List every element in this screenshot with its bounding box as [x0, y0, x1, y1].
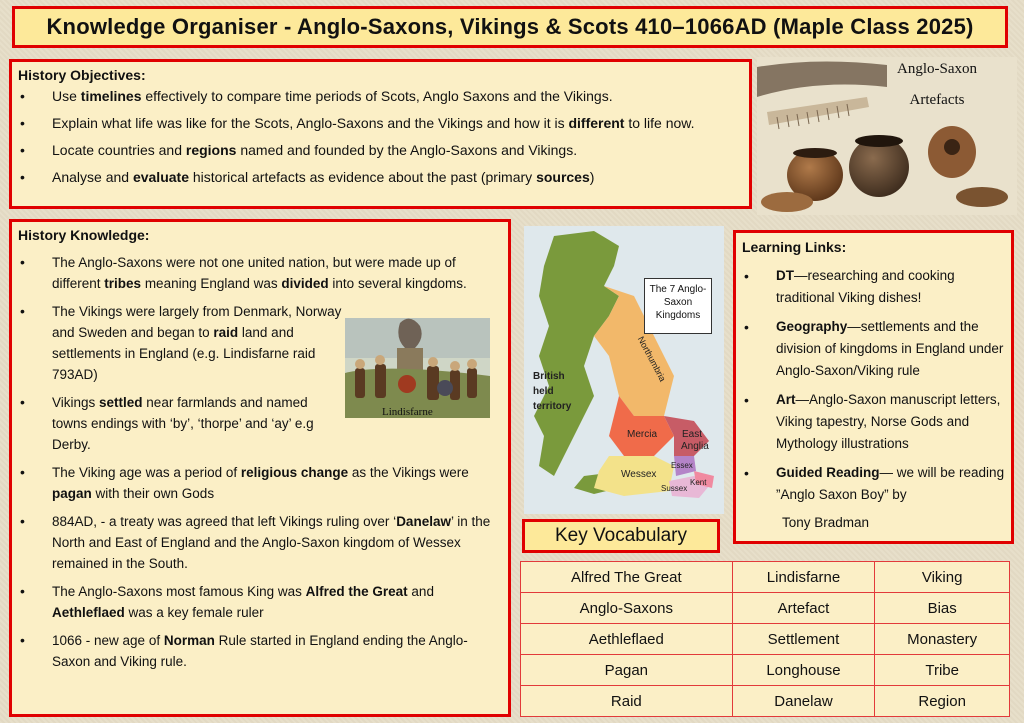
table-row — [521, 624, 1010, 655]
vocab-cell: Lindisfarne — [732, 562, 875, 593]
knowledge-item: • Vikings settled near farmlands and named towns endings with ‘by’, ‘thorpe’ and ‘ay’ e.g Derby. — [18, 392, 502, 455]
objective-item: • Locate countries and regions named and founded by the Anglo-Saxons and Vikings. — [18, 142, 743, 158]
knowledge-item: • The Viking age was a period of religious change as the Vikings were pagan with their own Gods — [18, 462, 502, 504]
objective-item: • Analyse and evaluate historical artefacts as evidence about the past (primary sources) — [18, 169, 743, 185]
key-vocabulary-title: Key Vocabulary — [522, 519, 720, 553]
vocab-cell: Viking — [875, 562, 1010, 593]
map-label-british-3: territory — [533, 401, 572, 412]
knowledge-item: • The Anglo-Saxons were not one united nation, but were made up of different tribes meaning England was divided into several kingdoms. — [18, 252, 502, 294]
map-label-kent: Kent — [690, 478, 707, 487]
artefacts-label-line1: Anglo-Saxon — [897, 61, 977, 77]
history-knowledge-panel — [9, 219, 511, 717]
objectives-heading: History Objectives: — [18, 67, 146, 83]
knowledge-heading: History Knowledge: — [18, 227, 150, 243]
map-label-sussex: Sussex — [661, 484, 688, 493]
map-label-anglia: Anglia — [681, 441, 709, 452]
links-heading: Learning Links: — [742, 239, 847, 255]
link-item: • DT—researching and cooking traditional Viking dishes! — [742, 265, 1005, 309]
vocab-cell: Bias — [875, 593, 1010, 624]
artefacts-illustration — [757, 57, 1017, 215]
map-label-northumbria: Northumbria — [635, 334, 668, 384]
history-objectives-panel — [9, 59, 752, 209]
vocab-cell: Alfred The Great — [521, 562, 733, 593]
vocab-cell: Longhouse — [732, 655, 875, 686]
lindisfarne-caption: Lindisfarne — [382, 406, 433, 418]
link-item: • Geography—settlements and the division of kingdoms in England under Anglo-Saxon/Viking rule — [742, 316, 1005, 382]
anglo-saxon-kingdoms-map — [524, 226, 724, 514]
objective-item: • Explain what life was like for the Scots, Anglo-Saxons and the Vikings and how it is different to life now. — [18, 115, 743, 131]
link-item: • Guided Reading— we will be reading ”Anglo Saxon Boy” by — [742, 462, 1005, 506]
artefacts-label-line2: Artefacts — [909, 92, 965, 108]
map-label-british-2: held — [533, 386, 554, 397]
map-label-british-1: British — [533, 371, 565, 382]
lindisfarne-illustration — [345, 318, 490, 418]
vocab-cell: Anglo-Saxons — [521, 593, 733, 624]
anglo-saxon-artefacts-image — [757, 57, 1017, 215]
table-row — [521, 593, 1010, 624]
vocab-cell: Aethleflaed — [521, 624, 733, 655]
lindisfarne-raid-image — [345, 318, 490, 418]
map-label-mercia: Mercia — [627, 429, 658, 440]
table-row — [521, 655, 1010, 686]
vocab-cell: Monastery — [875, 624, 1010, 655]
learning-links-panel — [733, 230, 1014, 544]
knowledge-item: • 1066 - new age of Norman Rule started in England ending the Anglo-Saxon and Viking rule. — [18, 630, 502, 672]
knowledge-item: • The Anglo-Saxons most famous King was Alfred the Great and Aethleflaed was a key female ruler — [18, 581, 502, 623]
map-label-wessex: Wessex — [621, 469, 657, 480]
objective-item: • Use timelines effectively to compare time periods of Scots, Anglo Saxons and the Vikings. — [18, 88, 743, 104]
link-item-continued: Tony Bradman — [782, 515, 870, 530]
map-callout-box: The 7 Anglo- Saxon Kingdoms — [644, 278, 712, 334]
map-label-essex: Essex — [671, 461, 693, 470]
map-label-east: East — [682, 429, 703, 440]
vocab-cell: Raid — [521, 686, 733, 717]
vocab-cell: Tribe — [875, 655, 1010, 686]
link-item: • Art—Anglo-Saxon manuscript letters, Viking tapestry, Norse Gods and Mythology illustrations — [742, 389, 1005, 455]
table-row — [521, 562, 1010, 593]
key-vocabulary-table — [520, 561, 1010, 717]
vocab-cell: Artefact — [732, 593, 875, 624]
knowledge-item: • The Vikings were largely from Denmark, Norway and Sweden and began to raid land and settlements in England (e.g. Lindisfarne raid 793AD) — [18, 301, 502, 385]
knowledge-item: • 884AD, - a treaty was agreed that left Vikings ruling over ‘Danelaw’ in the North and East of England and the Anglo-Saxon kingdom of Wessex remained in the South. — [18, 511, 502, 574]
vocab-cell: Settlement — [732, 624, 875, 655]
vocab-cell: Pagan — [521, 655, 733, 686]
table-row — [521, 686, 1010, 717]
vocab-cell: Danelaw — [732, 686, 875, 717]
page-title: Knowledge Organiser - Anglo-Saxons, Vikings & Scots 410–1066AD (Maple Class 2025) — [12, 6, 1008, 48]
vocab-cell: Region — [875, 686, 1010, 717]
